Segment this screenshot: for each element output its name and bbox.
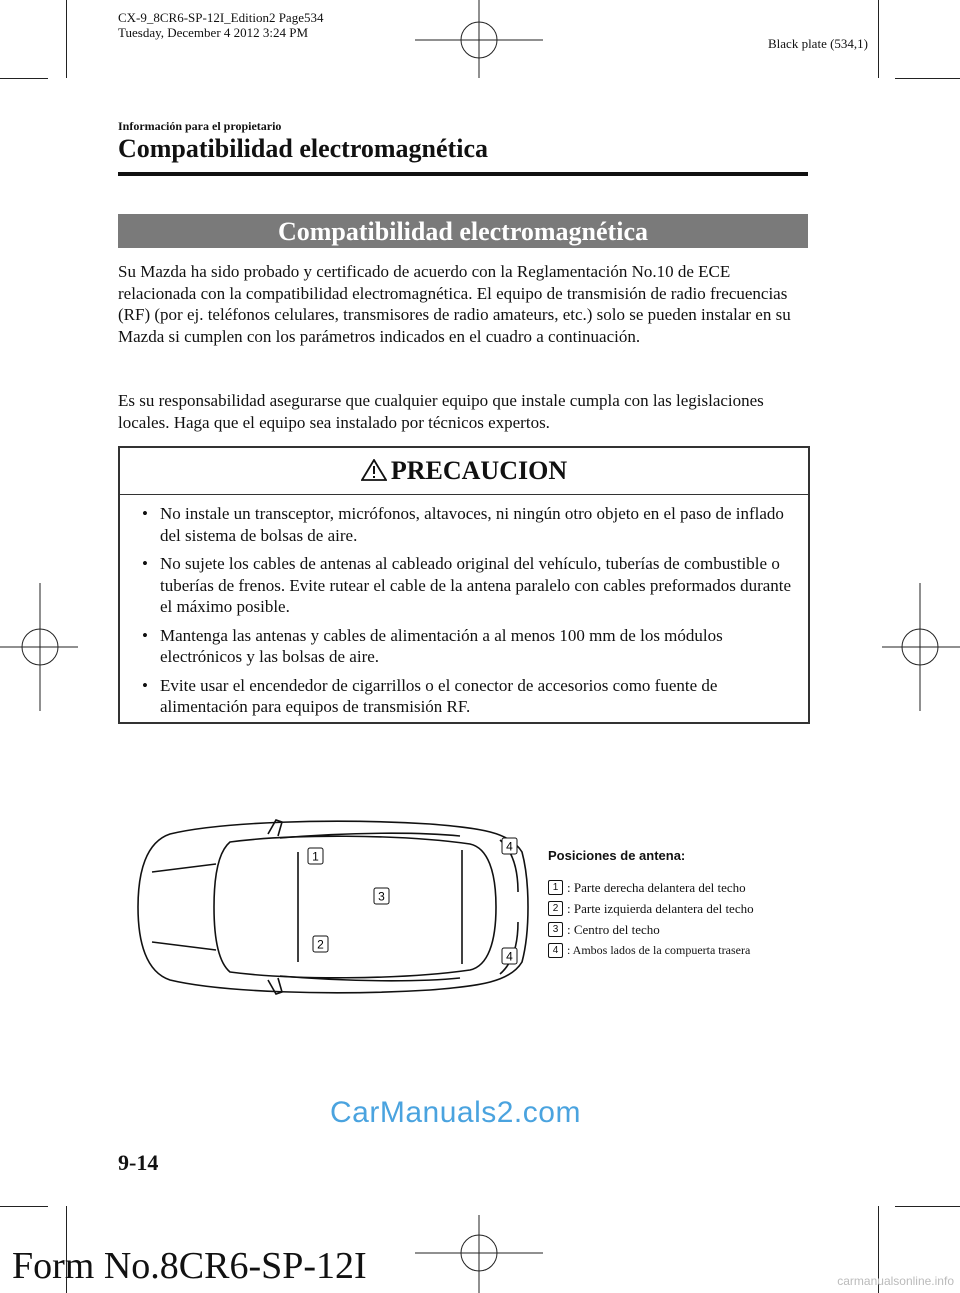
- car-top-view-diagram: [130, 812, 540, 1002]
- title-rule: [118, 172, 808, 176]
- form-number: Form No.8CR6-SP-12I: [12, 1245, 367, 1287]
- caution-item: • No sujete los cables de antenas al cableado original del vehículo, tuberías de combustible o tuberías de frenos. Evite rutear el cable de la antena paralelo con cables preformados durante el máximo posible.: [140, 553, 794, 618]
- legend-item: 3 : Centro del techo: [548, 919, 754, 940]
- caution-list: [140, 496, 794, 718]
- marker-3: [374, 888, 389, 904]
- print-header-line2: Tuesday, December 4 2012 3:24 PM: [118, 25, 309, 40]
- hood-line-bottom: [152, 942, 216, 950]
- car-body-outline: [138, 821, 528, 993]
- caution-title: PRECAUCION: [390, 456, 568, 485]
- marker-2: [313, 936, 328, 952]
- legend-title: Posiciones de antena:: [548, 848, 686, 863]
- svg-text:4: 4: [506, 949, 513, 964]
- marker-4-bottom: [502, 948, 517, 964]
- print-header-line1: CX-9_8CR6-SP-12I_Edition2 Page534: [118, 10, 324, 25]
- caution-item: • Mantenga las antenas y cables de alimentación a al menos 100 mm de los módulos electrónicos y las bolsas de aire.: [140, 625, 794, 668]
- carmanuals-watermark: CarManuals2.com: [330, 1096, 581, 1129]
- site-watermark: carmanualsonline.info: [837, 1274, 954, 1288]
- svg-text:2: 2: [317, 937, 324, 952]
- svg-text:4: 4: [506, 839, 513, 854]
- svg-text:3: 3: [378, 889, 385, 904]
- marker-1: [308, 848, 323, 864]
- legend-item: 1 : Parte derecha delantera del techo: [548, 877, 754, 898]
- antenna-legend: [548, 848, 754, 961]
- svg-text:1: 1: [312, 849, 319, 864]
- intro-paragraph: Su Mazda ha sido probado y certificado de acuerdo con la Reglamentación No.10 de ECE relacionada con la compatibilidad electromagnética. El equipo de transmisión de radio frecuencias (RF) (por ej. teléfonos celulares, transmisores de radio amateurs, etc.) solo se pueden instalar en su Mazda si cumplen con los parámetros indicados en el cuadro a continuación.: [118, 262, 791, 346]
- legend-item: 4 : Ambos lados de la compuerta trasera: [548, 940, 754, 961]
- marker-4-top: [502, 838, 517, 854]
- caution-divider: [120, 494, 808, 495]
- warning-triangle-icon: [361, 459, 387, 481]
- caution-item: • No instale un transceptor, micrófonos, altavoces, ni ningún otro objeto en el paso de inflado del sistema de bolsas de aire.: [140, 503, 794, 546]
- section-label: Información para el propietario: [118, 119, 282, 133]
- car-roof-outline: [214, 836, 496, 978]
- hood-line-top: [152, 864, 216, 872]
- legend-item: 2 : Parte izquierda delantera del techo: [548, 898, 754, 919]
- print-header: [118, 10, 323, 40]
- page-number: 9-14: [118, 1150, 159, 1175]
- section-banner: Compatibilidad electromagnética: [118, 214, 808, 248]
- running-title: Compatibilidad electromagnética: [118, 134, 488, 163]
- caution-item: • Evite usar el encendedor de cigarrillos o el conector de accesorios como fuente de alimentación para equipos de transmisión RF.: [140, 675, 794, 718]
- plate-label: Black plate (534,1): [768, 36, 868, 51]
- responsibility-paragraph: Es su responsabilidad asegurarse que cualquier equipo que instale cumpla con las legislaciones locales. Haga que el equipo sea instalado por técnicos expertos.: [118, 391, 764, 432]
- caution-box: [118, 446, 810, 724]
- caution-heading: [120, 456, 808, 486]
